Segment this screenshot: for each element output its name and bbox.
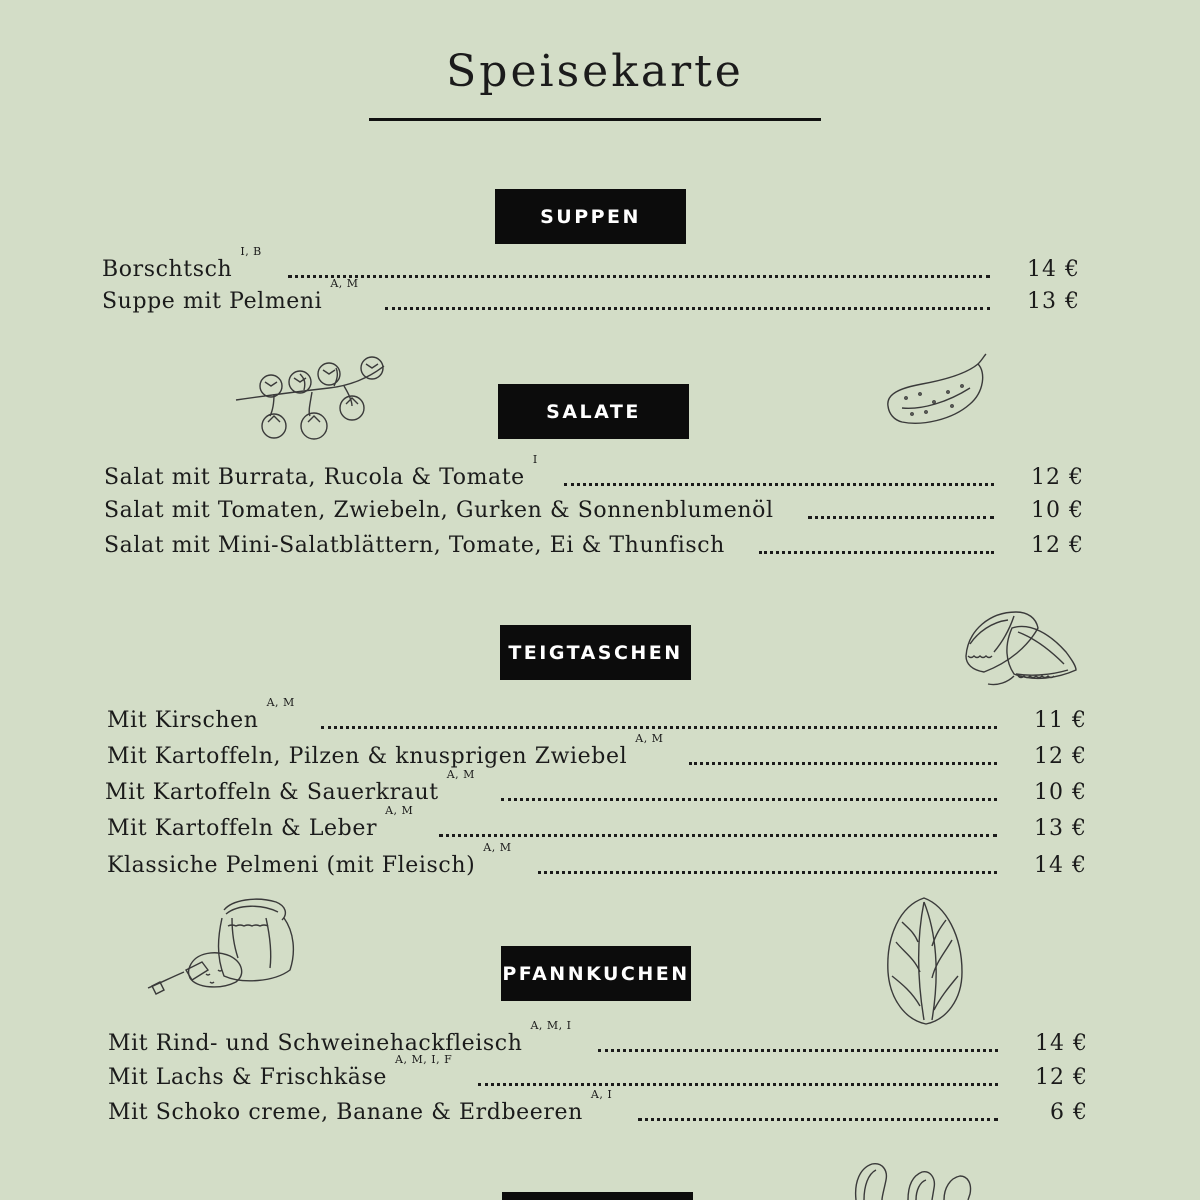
dotted-leader [638, 1118, 998, 1121]
menu-item [104, 497, 1084, 525]
item-price: 13 € [1034, 816, 1087, 841]
item-price: 14 € [1027, 257, 1080, 282]
item-name: Mit Kartoffeln, Pilzen & knusprigen Zwiebel [107, 744, 628, 769]
item-price: 14 € [1034, 853, 1087, 878]
item-price: 13 € [1027, 289, 1080, 314]
menu-item [108, 1088, 1088, 1127]
section-header-pfannkuchen: PFANNKUCHEN [501, 946, 691, 1001]
menu-item [105, 768, 1087, 807]
dotted-leader [501, 798, 997, 801]
allergen-label: A, M, I, F [395, 1053, 453, 1066]
dotted-leader [385, 307, 990, 310]
menu-item [107, 804, 1087, 843]
item-name: Mit Schoko creme, Banane & Erdbeeren [108, 1100, 583, 1125]
item-name: Salat mit Mini-Salatblättern, Tomate, Ei & Thunfisch [104, 533, 725, 558]
menu-item [104, 453, 1084, 492]
item-name: Salat mit Burrata, Rucola & Tomate [104, 465, 525, 490]
item-price: 14 € [1035, 1031, 1088, 1056]
item-name: Mit Rind- und Schweinehackfleisch [108, 1031, 523, 1056]
cucumber-icon [882, 352, 990, 428]
menu-item [102, 277, 1080, 316]
item-name: Borschtsch [102, 257, 233, 282]
dumplings-icon [958, 604, 1082, 692]
menu-item [107, 696, 1087, 735]
menu-item [102, 245, 1080, 284]
dotted-leader [538, 871, 998, 874]
item-name: Suppe mit Pelmeni [102, 289, 323, 314]
menu-item [107, 841, 1087, 880]
pasta-icon [848, 1158, 978, 1200]
cabbage-icon [880, 892, 968, 1028]
item-price: 10 € [1031, 498, 1084, 523]
item-price: 12 € [1035, 1065, 1088, 1090]
allergen-label: A, M [385, 804, 414, 817]
page-title: Speisekarte [446, 46, 744, 97]
item-name: Klassiche Pelmeni (mit Fleisch) [107, 853, 476, 878]
title-underline [369, 118, 821, 121]
item-name: Mit Kirschen [107, 708, 259, 733]
allergen-label: A, M, I [530, 1019, 572, 1032]
menu-item [104, 532, 1084, 560]
section-header-partial [502, 1192, 693, 1200]
item-price: 11 € [1034, 708, 1087, 733]
allergen-label: I [532, 453, 538, 466]
item-name: Mit Lachs & Frischkäse [108, 1065, 388, 1090]
dotted-leader [808, 516, 994, 519]
item-price: 12 € [1031, 465, 1084, 490]
section-header-salate: SALATE [498, 384, 689, 439]
item-name: Mit Kartoffeln & Sauerkraut [105, 780, 439, 805]
dotted-leader [564, 483, 994, 486]
cherry-tomato-vine-icon [234, 352, 394, 444]
allergen-label: A, M [483, 841, 512, 854]
dotted-leader [689, 762, 997, 765]
item-price: 12 € [1031, 533, 1084, 558]
item-price: 10 € [1034, 780, 1087, 805]
section-header-teigtaschen: TEIGTASCHEN [500, 625, 691, 680]
dotted-leader [288, 275, 990, 278]
allergen-label: A, M [330, 277, 359, 290]
item-name: Mit Kartoffeln & Leber [107, 816, 378, 841]
item-price: 6 € [1050, 1100, 1088, 1125]
item-name: Salat mit Tomaten, Zwiebeln, Gurken & Sonnenblumenöl [104, 498, 774, 523]
item-price: 12 € [1034, 744, 1087, 769]
allergen-label: A, M [446, 768, 475, 781]
allergen-label: I, B [240, 245, 262, 258]
flour-sack-rolling-pin-icon [146, 892, 302, 1000]
dotted-leader [598, 1049, 998, 1052]
allergen-label: A, M [266, 696, 295, 709]
dotted-leader [439, 834, 997, 837]
dotted-leader [759, 551, 994, 554]
allergen-label: A, M [635, 732, 664, 745]
allergen-label: A, I [590, 1088, 613, 1101]
dotted-leader [478, 1083, 998, 1086]
menu-item [107, 732, 1087, 771]
menu-item [108, 1019, 1088, 1058]
section-header-suppen: SUPPEN [495, 189, 686, 244]
